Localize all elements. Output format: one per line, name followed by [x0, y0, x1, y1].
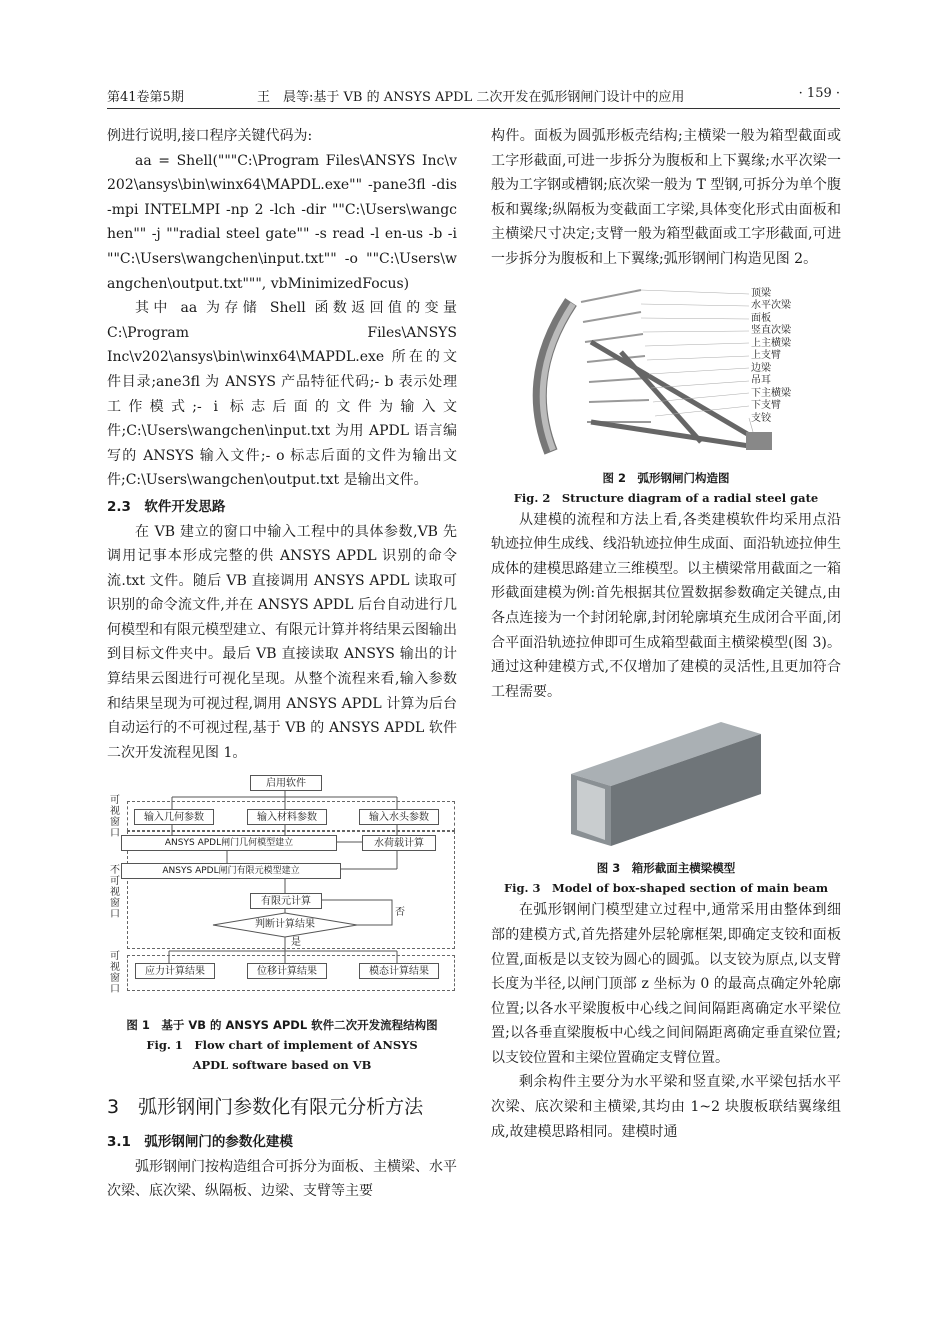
gate-component-label: 边梁: [751, 362, 771, 374]
paragraph: 在 VB 建立的窗口中输入工程中的具体参数,VB 先调用记事本形成完整的供 ANSYS APDL 识别的命令流.txt 文件。随后 VB 直接调用 ANSYS APDL 读取可识别的命令流文件,并在 ANSYS APDL 后台自动进行几何模型和有限元模型建立、有限元计算并将结果云图输出到目标文件夹中。最后 VB 直接读取 ANSYS 输出的计算结果云图进行可视化呈现。从整个流程来看,输入参数和结果呈现为可视过程,调用 ANSYS APDL 计算为后台自动运行的不可视过程,基于 VB 的 ANSYS APDL 软件二次开发流程见图 1。: [107, 523, 457, 761]
modal-result-node: 模态计算结果: [359, 963, 439, 979]
gate-component-label: 上支臂: [751, 350, 781, 362]
section-heading-2-3: 2.3 软件开发思路: [107, 498, 226, 515]
input-geometry-node: 输入几何参数: [134, 809, 214, 825]
figure-1-flowchart: [107, 775, 457, 1011]
figure-1-caption-cn: 图 1 基于 VB 的 ANSYS APDL 软件二次开发流程结构图: [126, 1018, 438, 1033]
figure-2-caption-en: Fig. 2 Structure diagram of a radial steel gate: [513, 490, 819, 505]
gate-component-label: 面板: [751, 312, 771, 324]
input-material-node: 输入材料参数: [247, 809, 327, 825]
fe-model-node: ANSYS APDL闸门有限元模型建立: [121, 863, 341, 879]
start-node: 启用软件: [250, 775, 322, 791]
paragraph: 在弧形钢闸门模型建立过程中,通常采用由整体到细部的建模方式,首先搭建外层轮廓框架,即确定支铰和面板位置,面板是以支铰为圆心的圆弧。以支铰为原点,以支臂长度为半径,以闸门顶部 z 坐标为 0 的最高点确定外轮廓位置;以各水平梁腹板中心线之间间隔距离确定水平梁位置;以各垂直梁腹板中心线之间间隔距离确定垂直梁位置;以支铰位置和主梁位置确定支臂位置。: [491, 902, 841, 1066]
gate-component-label: 下支臂: [751, 400, 781, 412]
figure-3-box-beam: [491, 714, 841, 854]
paragraph: 构件。面板为圆弧形板壳结构;主横梁一般为箱型截面或工字形截面,可进一步拆分为腹板和上下翼缘;水平次梁一般为工字钢或槽钢;底次梁一般为 T 型钢,可拆分为单个腹板和翼缘;纵隔板为变截面工字梁,具体变化形式由面板和主横梁尺寸决定;支臂一般为箱型截面或工字形截面,可进一步拆分为腹板和上下翼缘;弧形钢闸门构造见图 2。: [491, 128, 841, 267]
side-label-visible-2: 可视窗口: [110, 951, 120, 996]
code-snippet: aa = Shell("""C:\Program Files\ANSYS Inc\v202\ansys\bin\winx64\MAPDL.exe"" -pane3fl -dis -mpi INTELMPI -np 2 -lch -dir ""C:\Users\wangchen"" -j ""radial steel gate"" -s read -l en-us -b -i ""C:\Users\wangchen\input.txt"" -o ""C:\Users\wangchen\output.txt""", vbMinimizedFocus): [107, 152, 457, 292]
gate-component-label: 下主横梁: [751, 387, 791, 399]
paragraph: 弧形钢闸门按构造组合可拆分为面板、主横梁、水平次梁、底次梁、纵隔板、边梁、支臂等主要: [107, 1158, 457, 1200]
stress-result-node: 应力计算结果: [135, 963, 215, 979]
gate-component-label: 吊耳: [751, 375, 771, 387]
section-heading-3-1: 3.1 弧形钢闸门的参数化建模: [107, 1134, 293, 1151]
journal-issue: 第41卷第5期: [107, 90, 184, 105]
gate-component-label: 竖直次梁: [751, 325, 791, 337]
yes-label: 是: [291, 937, 301, 949]
gate-component-label: 水平次梁: [751, 300, 791, 312]
decision-label: 判断计算结果: [255, 919, 315, 931]
displacement-result-node: 位移计算结果: [247, 963, 327, 979]
paragraph: 剩余构件主要分为水平梁和竖直梁,水平梁包括水平次梁、底次梁和主横梁,其均由 1~2 块腹板联结翼缘组成,故建模思路相同。建模时通: [491, 1074, 841, 1140]
paragraph: 例进行说明,接口程序关键代码为:: [107, 128, 313, 144]
side-label-visible: 可视窗口: [110, 795, 120, 840]
water-load-node: 水荷载计算: [362, 835, 436, 851]
page-number: · 159 ·: [798, 86, 840, 101]
gate-component-label: 顶梁: [751, 287, 771, 299]
figure-3-caption-en: Fig. 3 Model of box-shaped section of main beam: [503, 881, 829, 896]
input-water-node: 输入水头参数: [359, 809, 439, 825]
figure-2-labels: [751, 288, 791, 426]
figure-2-caption-cn: 图 2 弧形钢闸门构造图: [602, 470, 730, 485]
no-label: 否: [395, 907, 405, 919]
figure-2-gate-structure: [491, 282, 841, 464]
running-title: 王 晨等:基于 VB 的 ANSYS APDL 二次开发在弧形钢闸门设计中的应用: [257, 90, 685, 105]
box-beam-drawing: [491, 714, 841, 854]
running-header: [107, 86, 840, 109]
figure-3-caption-cn: 图 3 箱形截面主横梁模型: [596, 861, 736, 876]
section-heading-3: 3 弧形钢闸门参数化有限元分析方法: [107, 1096, 424, 1119]
fe-calc-node: 有限元计算: [250, 893, 322, 909]
gate-component-label: 支铰: [751, 412, 771, 424]
side-label-invisible: 不可视窗口: [110, 865, 120, 921]
right-column: [491, 124, 841, 1144]
paragraph: 其中 aa 为存储 Shell 函数返回值的变量 C:\Program Files\ANSYS Inc\v202\ansys\bin\winx64\MAPDL.exe 所在的文件目录;ane3fl 为 ANSYS 产品特征代码;- b 表示处理工作模式;- i 标志后面的文件为输入文件;C:\Users\wangchen\input.txt 为用 APDL 语言编写的 ANSYS 输入文件;- o 标志后面的文件为输出文件;C:\Users\wangchen\output.txt 是输出文件。: [107, 300, 457, 489]
left-column: [107, 124, 457, 1204]
paragraph: 从建模的流程和方法上看,各类建模软件均采用点沿轨迹拉伸生成线、线沿轨迹拉伸生成面、面沿轨迹拉伸生成体的建模思路建立三维模型。以主横梁常用截面之一箱形截面建模为例:首先根据其位置数据参数确定关键点,由各点连接为一个封闭轮廓,封闭轮廓填充生成闭合平面,闭合平面沿轨迹拉伸即可生成箱型截面主横梁模型(图 3)。通过这种建模方式,不仅增加了建模的灵活性,且更加符合工程需要。: [491, 511, 841, 700]
figure-1-caption-en: Fig. 1 Flow chart of implement of ANSYS APDL software based on VB: [146, 1038, 418, 1073]
geometry-model-node: ANSYS APDL闸门几何模型建立: [121, 835, 337, 851]
gate-component-label: 上主横梁: [751, 337, 791, 349]
